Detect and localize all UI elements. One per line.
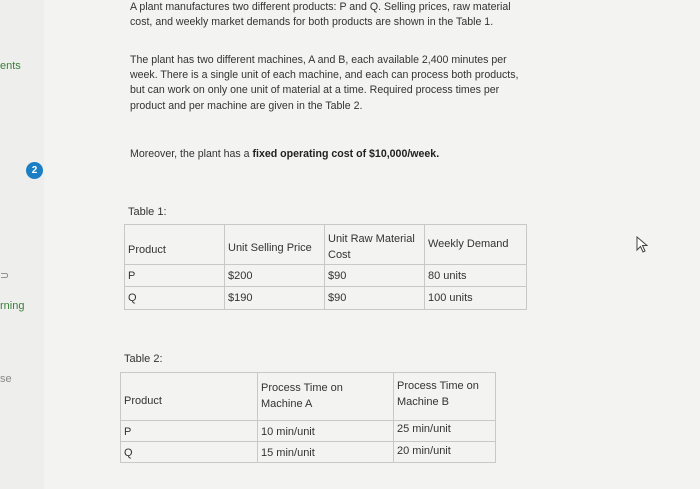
table2-label: Table 2: bbox=[124, 353, 163, 365]
table1-cell-q-price: $190 bbox=[228, 292, 253, 304]
problem-paragraph-1: A plant manufactures two different products: P and Q. Selling prices, raw material cost, and weekly market demands for both products are shown in the Table 1. bbox=[130, 1, 511, 29]
table1-cell-q-cost: $90 bbox=[328, 292, 347, 304]
table2-header-product: Product bbox=[124, 395, 162, 407]
sidebar bbox=[0, 0, 44, 489]
fixed-cost-value: fixed operating cost of $10,000/week. bbox=[252, 148, 440, 160]
table2-cell-q-product: Q bbox=[124, 447, 133, 459]
mouse-cursor-icon bbox=[636, 236, 650, 254]
sidebar-item-contents[interactable]: ents bbox=[0, 60, 21, 72]
sidebar-item-course[interactable]: se bbox=[0, 373, 12, 385]
table1-cell-q-product: Q bbox=[128, 292, 137, 304]
fixed-cost-prefix: Moreover, the plant has a bbox=[130, 148, 253, 160]
table1-cell-q-demand: 100 units bbox=[428, 292, 473, 304]
step-badge: 2 bbox=[26, 162, 43, 179]
table2-header-machine-a: Process Time on Machine A bbox=[261, 382, 343, 410]
table2-cell-q-machine-a: 15 min/unit bbox=[261, 447, 315, 459]
table1-header-raw-cost: Unit Raw Material Cost bbox=[328, 233, 415, 261]
table2-cell-p-machine-b: 25 min/unit bbox=[397, 423, 451, 435]
table1-cell-p-price: $200 bbox=[228, 270, 253, 282]
table2-cell-q-machine-b: 20 min/unit bbox=[397, 445, 451, 457]
table1-cell-p-cost: $90 bbox=[328, 270, 347, 282]
table1-cell-p-demand: 80 units bbox=[428, 270, 467, 282]
table2-cell-p-product: P bbox=[124, 426, 132, 438]
table2-cell-p-machine-a: 10 min/unit bbox=[261, 426, 315, 438]
sidebar-arrow-icon: ⊃ bbox=[0, 270, 10, 282]
problem-paragraph-3 bbox=[130, 147, 522, 162]
sidebar-item-learning[interactable]: rning bbox=[0, 300, 25, 312]
table1-header-product: Product bbox=[128, 244, 166, 256]
problem-paragraph-2: The plant has two different machines, A and B, each available 2,400 minutes per week. There is a single unit of each machine, and each can process both products, but can work on only one unit of material at a time. Required process times per product and per machine are given in the Table 2. bbox=[130, 54, 519, 112]
table1-header-demand: Weekly Demand bbox=[428, 238, 509, 250]
table2-header-machine-b: Process Time on Machine B bbox=[397, 380, 479, 408]
table1-header-price: Unit Selling Price bbox=[228, 242, 312, 254]
table1-cell-p-product: P bbox=[128, 270, 136, 282]
table1-label: Table 1: bbox=[128, 206, 167, 218]
